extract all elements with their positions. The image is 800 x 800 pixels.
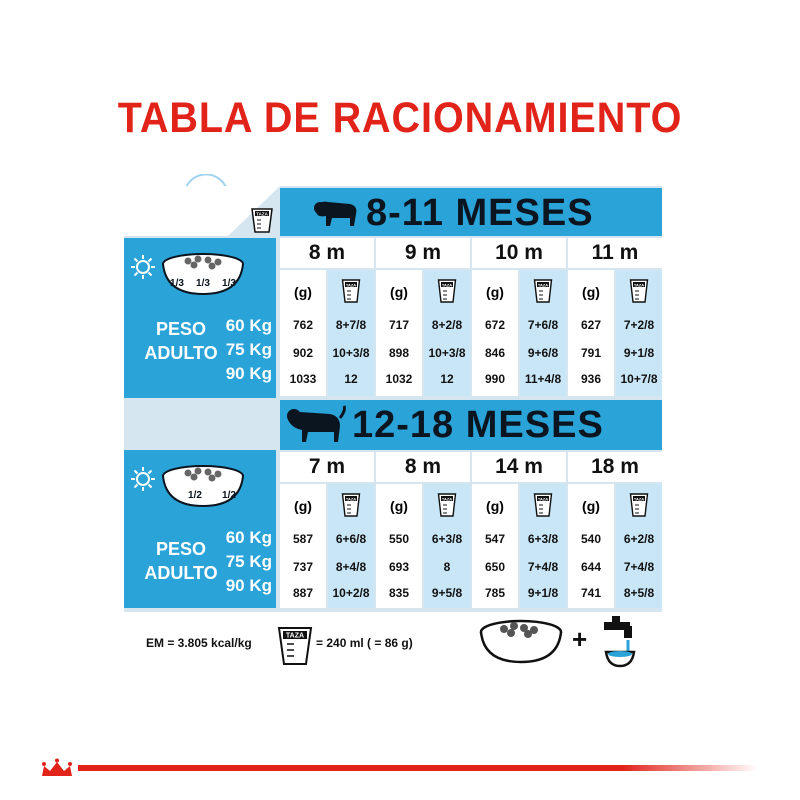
grams-value: 887 [292, 586, 314, 600]
svg-text:TAZA: TAZA [441, 496, 453, 502]
cups-value: 8+2/8 [431, 318, 463, 332]
weight-value: 90 Kg [225, 364, 272, 383]
adult-weight-label: ADULTO [144, 343, 218, 363]
cups-value: 9+5/8 [431, 586, 463, 600]
portion-fraction: 1/3 [170, 278, 184, 289]
cups-value: 12 [440, 372, 454, 386]
grams-value: 650 [484, 560, 506, 574]
plus-sign: + [572, 624, 588, 654]
bowl-icon [478, 616, 564, 669]
cups-value: 8+7/8 [335, 318, 367, 332]
page-title: TABLA DE RACIONAMIENTO [117, 94, 683, 142]
cups-value: 9+6/8 [527, 346, 559, 360]
svg-text:TAZA: TAZA [537, 496, 549, 502]
cup-icon [629, 492, 649, 523]
svg-text:TAZA: TAZA [633, 282, 645, 288]
grams-unit-label: (g) [486, 284, 504, 300]
cup-icon [533, 492, 553, 523]
cup-icon [437, 278, 457, 309]
cups-value: 10+2/8 [332, 586, 370, 600]
cups-value: 6+3/8 [431, 532, 463, 546]
cups-value: 8+4/8 [335, 560, 367, 574]
weight-value: 75 Kg [225, 340, 272, 359]
adult-weight-label: PESO [155, 319, 207, 339]
cups-value: 8 [443, 560, 451, 574]
cups-value: 7+6/8 [527, 318, 559, 332]
grams-unit-label: (g) [582, 284, 600, 300]
adult-weight-label: PESO [155, 539, 207, 559]
weight-value: 60 Kg [225, 528, 272, 547]
energy-label: EM = 3.805 kcal/kg [146, 636, 252, 650]
cups-value: 7+4/8 [623, 560, 655, 574]
cups-value: 6+6/8 [335, 532, 367, 546]
svg-text:TAZA: TAZA [345, 496, 357, 502]
month-header: 18 m [568, 452, 662, 482]
grams-value: 846 [484, 346, 506, 360]
cup-equivalence: = 240 ml ( = 86 g) [316, 636, 413, 650]
month-header: 10 m [472, 238, 566, 268]
royal-canin-crown-logo [40, 758, 74, 783]
puppy-icon [310, 196, 360, 235]
grams-value: 717 [388, 318, 410, 332]
svg-text:TAZA: TAZA [441, 282, 453, 288]
cup-icon [437, 492, 457, 523]
portion-fraction: 1/2 [222, 490, 236, 501]
grams-value: 550 [388, 532, 410, 546]
section-title-1: 8-11 MESES [366, 192, 594, 234]
portion-fraction: 1/2 [188, 490, 202, 501]
cups-value: 9+1/8 [527, 586, 559, 600]
svg-text:TAZA: TAZA [537, 282, 549, 288]
month-header: 8 m [376, 452, 470, 482]
month-header: 11 m [568, 238, 662, 268]
grams-unit-label: (g) [294, 284, 312, 300]
moon-icon [252, 466, 270, 495]
adult-dog-icon [284, 404, 346, 451]
svg-text:TAZA: TAZA [285, 632, 305, 640]
cups-value: 9+1/8 [623, 346, 655, 360]
adult-weight-label: ADULTO [144, 563, 218, 583]
section-title-2: 12-18 MESES [352, 404, 604, 446]
split-bowl-icon [158, 250, 248, 303]
month-header: 7 m [280, 452, 374, 482]
grams-value: 835 [388, 586, 410, 600]
portion-fraction: 1/3 [222, 278, 236, 289]
cup-icon [629, 278, 649, 309]
grams-value: 627 [580, 318, 602, 332]
grams-value: 587 [292, 532, 314, 546]
moon-icon [252, 254, 270, 283]
grams-unit-label: (g) [582, 498, 600, 514]
grams-value: 898 [388, 346, 410, 360]
weight-value: 90 Kg [225, 576, 272, 595]
cups-value: 12 [344, 372, 358, 386]
grams-value: 644 [580, 560, 602, 574]
cup-icon [533, 278, 553, 309]
grams-unit-label: (g) [390, 284, 408, 300]
cups-value: 8+5/8 [623, 586, 655, 600]
cups-value: 10+3/8 [332, 346, 370, 360]
grams-unit-label: (g) [486, 498, 504, 514]
cup-icon [341, 492, 361, 523]
month-header: 9 m [376, 238, 470, 268]
grams-value: 762 [292, 318, 314, 332]
portion-fraction: 1/3 [196, 278, 210, 289]
sun-icon [130, 466, 156, 497]
svg-text:TAZA: TAZA [633, 496, 645, 502]
grams-value: 902 [292, 346, 314, 360]
grams-value: 1032 [385, 372, 413, 386]
grams-value: 791 [580, 346, 602, 360]
cups-value: 10+3/8 [428, 346, 466, 360]
grams-unit-label: (g) [294, 498, 312, 514]
grams-value: 540 [580, 532, 602, 546]
split-bowl-icon [158, 462, 248, 515]
cups-value: 7+2/8 [623, 318, 655, 332]
month-header: 14 m [472, 452, 566, 482]
cups-value: 6+3/8 [527, 532, 559, 546]
grams-value: 936 [580, 372, 602, 386]
cups-value: 7+4/8 [527, 560, 559, 574]
sun-icon [130, 254, 156, 285]
brand-strip [78, 765, 758, 771]
month-header: 8 m [280, 238, 374, 268]
grams-value: 785 [484, 586, 506, 600]
grams-unit-label: (g) [390, 498, 408, 514]
grams-value: 1033 [289, 372, 317, 386]
grams-value: 547 [484, 532, 506, 546]
cup-icon [250, 206, 274, 239]
grams-value: 672 [484, 318, 506, 332]
svg-text:TAZA: TAZA [256, 211, 268, 217]
grams-value: 741 [580, 586, 602, 600]
cup-icon [341, 278, 361, 309]
water-tap-icon [598, 614, 642, 673]
weight-value: 75 Kg [225, 552, 272, 571]
cup-icon [276, 624, 314, 673]
cups-value: 11+4/8 [524, 372, 562, 386]
cups-value: 6+2/8 [623, 532, 655, 546]
grams-value: 737 [292, 560, 314, 574]
grams-value: 990 [484, 372, 506, 386]
svg-text:TAZA: TAZA [345, 282, 357, 288]
cups-value: 10+7/8 [620, 372, 658, 386]
weight-value: 60 Kg [225, 316, 272, 335]
grams-value: 693 [388, 560, 410, 574]
